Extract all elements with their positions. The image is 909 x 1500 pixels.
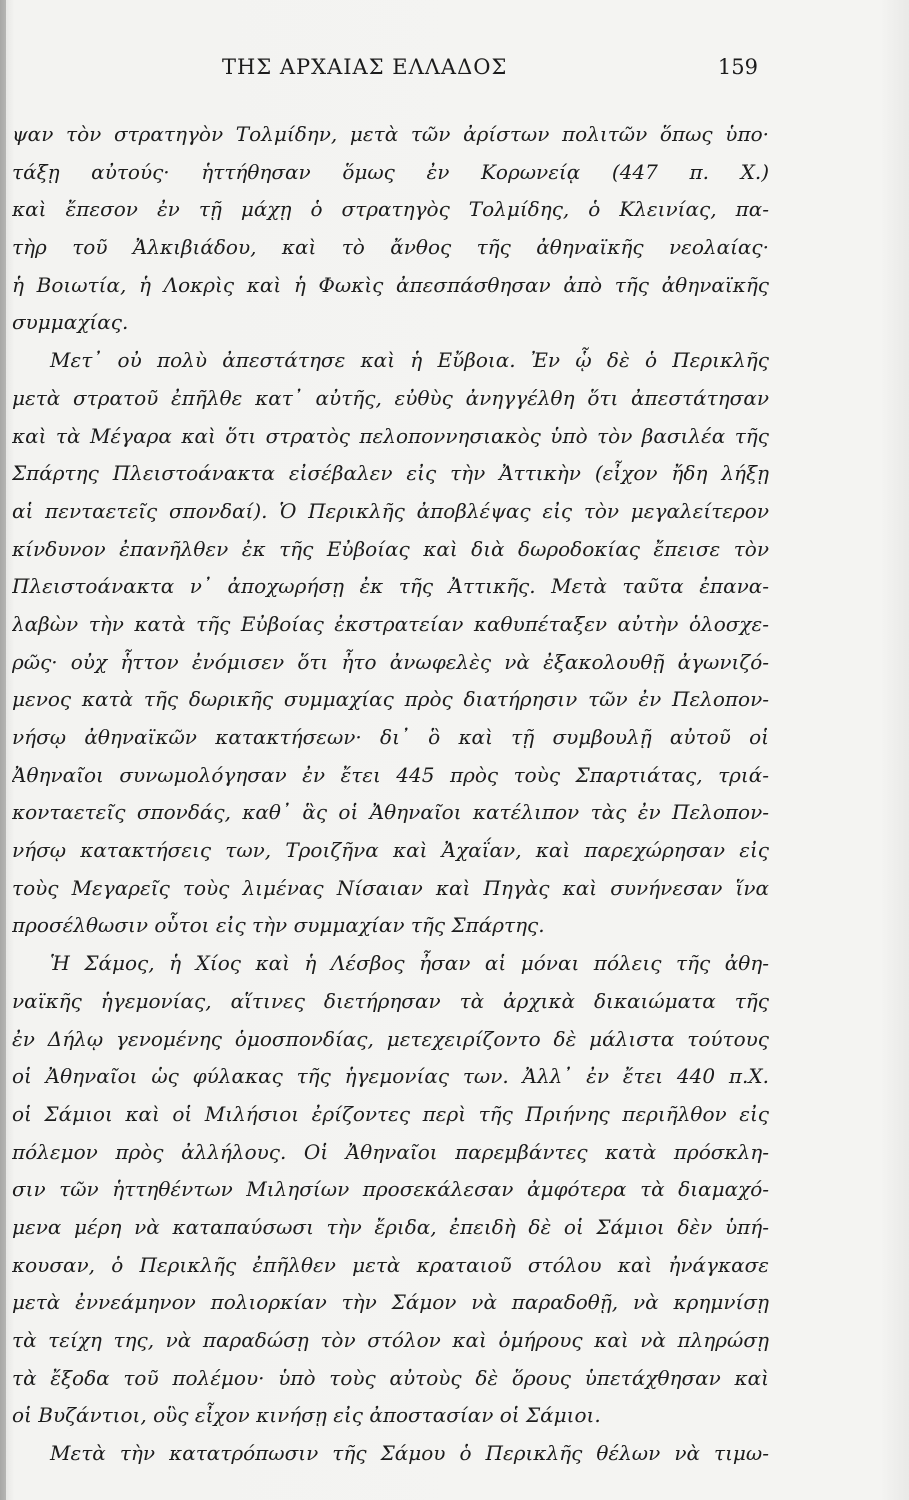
text-line: Πλειστοάνακτα ν᾽ ἀποχωρήσῃ ἐκ τῆς Ἀττικῆς. Μετὰ ταῦτα ἐπανα- [12, 574, 769, 599]
text-line: νήσῳ κατακτήσεις των, Τροιζῆνα καὶ Ἀχαΐαν, καὶ παρεχώρησαν εἰς [12, 838, 769, 863]
running-title: ΤΗΣ ΑΡΧΑΙΑΣ ΕΛΛΑΔΟΣ [222, 55, 508, 79]
text-line: οἱ Ἀθηναῖοι ὡς φύλακας τῆς ἡγεμονίας των. Ἀλλ᾽ ἐν ἔτει 440 π.Χ. [12, 1064, 769, 1089]
text-line: τὰ ἔξοδα τοῦ πολέμου· ὑπὸ τοὺς αὐτοὺς δὲ ὅρους ὑπετάχθησαν καὶ [12, 1365, 769, 1390]
text-line: καὶ ἔπεσον ἐν τῇ μάχῃ ὁ στρατηγὸς Τολμίδης, ὁ Κλεινίας, πα- [12, 197, 769, 222]
text-line: ψαν τὸν στρατηγὸν Τολμίδην, μετὰ τῶν ἀρίστων πολιτῶν ὅπως ὑπο· [12, 122, 769, 146]
paragraph-start-line: Ἡ Σάμος, ἡ Χίος καὶ ἡ Λέσβος ἦσαν αἱ μόναι πόλεις τῆς ἀθη- [50, 951, 769, 976]
text-line: ἐν Δήλῳ γενομένης ὁμοσπονδίας, μετεχειρίζοντο δὲ μάλιστα τούτους [12, 1026, 769, 1051]
text-line: μετὰ στρατοῦ ἐπῆλθε κατ᾽ αὐτῆς, εὐθὺς ἀνηγγέλθη ὅτι ἀπεστάτησαν [12, 385, 769, 410]
text-line: ναϊκῆς ἡγεμονίας, αἵτινες διετήρησαν τὰ ἀρχικὰ δικαιώματα τῆς [12, 988, 769, 1013]
paragraph-start-line: Μετὰ τὴν κατατρόπωσιν τῆς Σάμου ὁ Περικλῆς θέλων νὰ τιμω- [50, 1441, 769, 1466]
binding-gutter-shadow [0, 0, 6, 1500]
text-line: Ἀθηναῖοι συνωμολόγησαν ἐν ἔτει 445 πρὸς τοὺς Σπαρτιάτας, τριά- [12, 762, 769, 787]
text-line: οἱ Βυζάντιοι, οὓς εἶχον κινήσῃ εἰς ἀποστασίαν οἱ Σάμιοι. [12, 1403, 601, 1428]
text-line: πόλεμον πρὸς ἀλλήλους. Οἱ Ἀθηναῖοι παρεμβάντες κατὰ πρόσκλη- [12, 1139, 769, 1164]
text-line: μενος κατὰ τῆς δωρικῆς συμμαχίας πρὸς διατήρησιν τῶν ἐν Πελοπον- [12, 687, 769, 712]
text-line: λαβὼν τὴν κατὰ τῆς Εὐβοίας ἐκστρατείαν καθυπέταξεν αὐτὴν ὁλοσχε- [12, 611, 769, 636]
text-line: νήσῳ ἀθηναϊκῶν κατακτήσεων· δι᾽ ὃ καὶ τῇ συμβουλῇ αὐτοῦ οἱ [12, 725, 769, 749]
text-line: ρῶς· οὐχ ἧττον ἐνόμισεν ὅτι ἦτο ἀνωφελὲς νὰ ἐξακολουθῇ ἀγωνιζό- [12, 649, 769, 674]
page-number: 159 [717, 55, 758, 79]
paragraph-start-line: Μετ᾽ οὐ πολὺ ἀπεστάτησε καὶ ἡ Εὔβοια. Ἐν ᾧ δὲ ὁ Περικλῆς [50, 348, 769, 373]
body-text [12, 116, 769, 1473]
text-line: μετὰ ἐννεάμηνον πολιορκίαν τὴν Σάμον νὰ παραδοθῇ, νὰ κρημνίσῃ [12, 1290, 769, 1315]
text-line: κουσαν, ὁ Περικλῆς ἐπῆλθεν μετὰ κραταιοῦ στόλου καὶ ἠνάγκασε [12, 1252, 769, 1277]
text-line: ἡ Βοιωτία, ἡ Λοκρὶς καὶ ἡ Φωκὶς ἀπεσπάσθησαν ἀπὸ τῆς ἀθηναϊκῆς [12, 272, 769, 297]
text-line: αἱ πενταετεῖς σπονδαί). Ὁ Περικλῆς ἀποβλέψας εἰς τὸν μεγαλείτερον [12, 498, 769, 523]
running-head [200, 55, 800, 85]
text-line: καὶ τὰ Μέγαρα καὶ ὅτι στρατὸς πελοποννησιακὸς ὑπὸ τὸν βασιλέα τῆς [12, 423, 769, 448]
text-line: κίνδυνον ἐπανῆλθεν ἐκ τῆς Εὐβοίας καὶ διὰ δωροδοκίας ἔπεισε τὸν [12, 536, 769, 561]
text-line: συμμαχίας. [12, 310, 129, 335]
text-line: τὴρ τοῦ Ἀλκιβιάδου, καὶ τὸ ἄνθος τῆς ἀθηναϊκῆς νεολαίας· [12, 235, 769, 260]
text-line: τάξῃ αὐτούς· ἡττήθησαν ὅμως ἐν Κορωνείᾳ (447 π. Χ.) [12, 159, 769, 184]
text-line: Σπάρτης Πλειστοάνακτα εἰσέβαλεν εἰς τὴν Ἀττικὴν (εἶχον ἤδη λήξῃ [12, 461, 769, 486]
text-line: κονταετεῖς σπονδάς, καθ᾽ ἃς οἱ Ἀθηναῖοι κατέλιπον τὰς ἐν Πελοπον- [12, 800, 769, 825]
text-line: προσέλθωσιν οὗτοι εἰς τὴν συμμαχίαν τῆς Σπάρτης. [12, 913, 545, 938]
text-line: τοὺς Μεγαρεῖς τοὺς λιμένας Νίσαιαν καὶ Πηγὰς καὶ συνήνεσαν ἵνα [12, 875, 769, 900]
text-line: τὰ τείχη της, νὰ παραδώσῃ τὸν στόλον καὶ ὁμήρους καὶ νὰ πληρώσῃ [12, 1328, 769, 1352]
text-line: μενα μέρη νὰ καταπαύσωσι τὴν ἔριδα, ἐπειδὴ δὲ οἱ Σάμιοι δὲν ὑπή- [12, 1214, 769, 1239]
text-line: οἱ Σάμιοι καὶ οἱ Μιλήσιοι ἐρίζοντες περὶ τῆς Πριήνης περιῆλθον εἰς [12, 1101, 769, 1126]
text-line: σιν τῶν ἡττηθέντων Μιλησίων προσεκάλεσαν ἀμφότερα τὰ διαμαχό- [12, 1177, 769, 1202]
